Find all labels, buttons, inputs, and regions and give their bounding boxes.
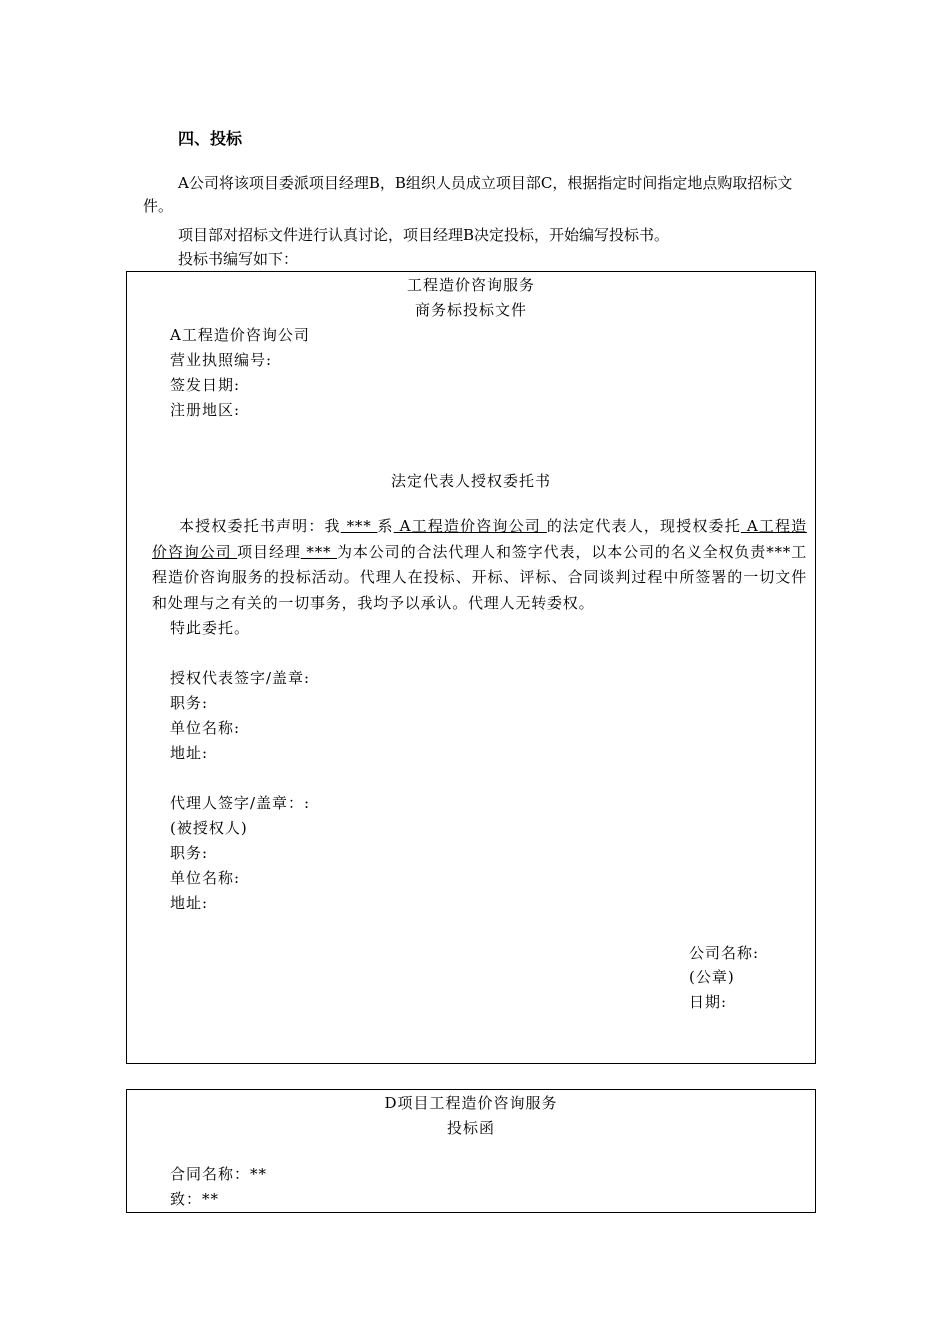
bid-letter-box xyxy=(126,1089,816,1213)
special-entrust: 特此委托。 xyxy=(170,619,251,637)
authorization-title: 法定代表人授权委托书 xyxy=(390,472,551,490)
decl-text-3: 的法定代表人，现授权委托 xyxy=(546,517,741,535)
decl-underline-company-2: A工程造价咨询公司 xyxy=(152,517,807,561)
agent-unit-label: 单位名称: xyxy=(170,869,241,887)
letter-title-1: D项目工程造价咨询服务 xyxy=(384,1094,558,1112)
decl-text-5: 为本公司的合法代理人和签字代表，以本公司的名义全权负责***工程造价咨询服务的投标活动。代理人在投标、开标、评标、合同谈判过程中所签署的一切文件和处理与之有关的一切事务，我均予以承认。代理人无转委权。 xyxy=(152,542,807,612)
decl-underline-company: A工程造价咨询公司 xyxy=(393,517,547,535)
intro-paragraph-1: A公司将该项目委派项目经理B，B组织人员成立项目部C，根据指定时间指定地点购取招标文件。 xyxy=(143,174,793,215)
company-seal: (公章) xyxy=(689,968,735,986)
decl-underline-manager: *** xyxy=(300,542,337,561)
intro-paragraph-3: 投标书编写如下： xyxy=(178,250,299,268)
license-label: 营业执照编号: xyxy=(170,351,273,369)
letter-title-2: 投标函 xyxy=(446,1119,495,1137)
rep-address-label: 地址: xyxy=(170,744,209,762)
company-name-label: 公司名称: xyxy=(689,944,760,962)
authorization-declaration xyxy=(152,514,807,616)
rep-sign-label: 授权代表签字/盖章: xyxy=(170,669,311,687)
to-label: 致：** xyxy=(170,1190,220,1208)
decl-text-4: 项目经理 xyxy=(237,542,301,561)
bid-doc-title-1: 工程造价咨询服务 xyxy=(406,276,535,294)
agent-note: (被授权人) xyxy=(170,819,248,837)
decl-underline-rep: *** xyxy=(340,517,378,535)
reg-area-label: 注册地区: xyxy=(170,401,241,419)
rep-title-label: 职务: xyxy=(170,694,209,712)
rep-unit-label: 单位名称: xyxy=(170,719,241,737)
agent-address-label: 地址: xyxy=(170,894,209,912)
bid-document-box xyxy=(126,271,816,1064)
date-label: 日期: xyxy=(689,993,728,1011)
decl-text-2: 系 xyxy=(377,517,394,535)
agent-title-label: 职务: xyxy=(170,844,209,862)
issue-date-label: 签发日期: xyxy=(170,376,241,394)
agent-sign-label: 代理人签字/盖章：: xyxy=(170,794,311,812)
intro-paragraph-2: 项目部对招标文件进行认真讨论，项目经理B决定投标，开始编写投标书。 xyxy=(178,226,670,244)
contract-name-label: 合同名称：** xyxy=(170,1165,268,1183)
decl-text-1: 本授权委托书声明：我 xyxy=(179,517,341,535)
section-heading: 四、投标 xyxy=(178,129,243,148)
bid-doc-title-2: 商务标投标文件 xyxy=(414,301,527,319)
company-name: A工程造价咨询公司 xyxy=(170,326,310,344)
